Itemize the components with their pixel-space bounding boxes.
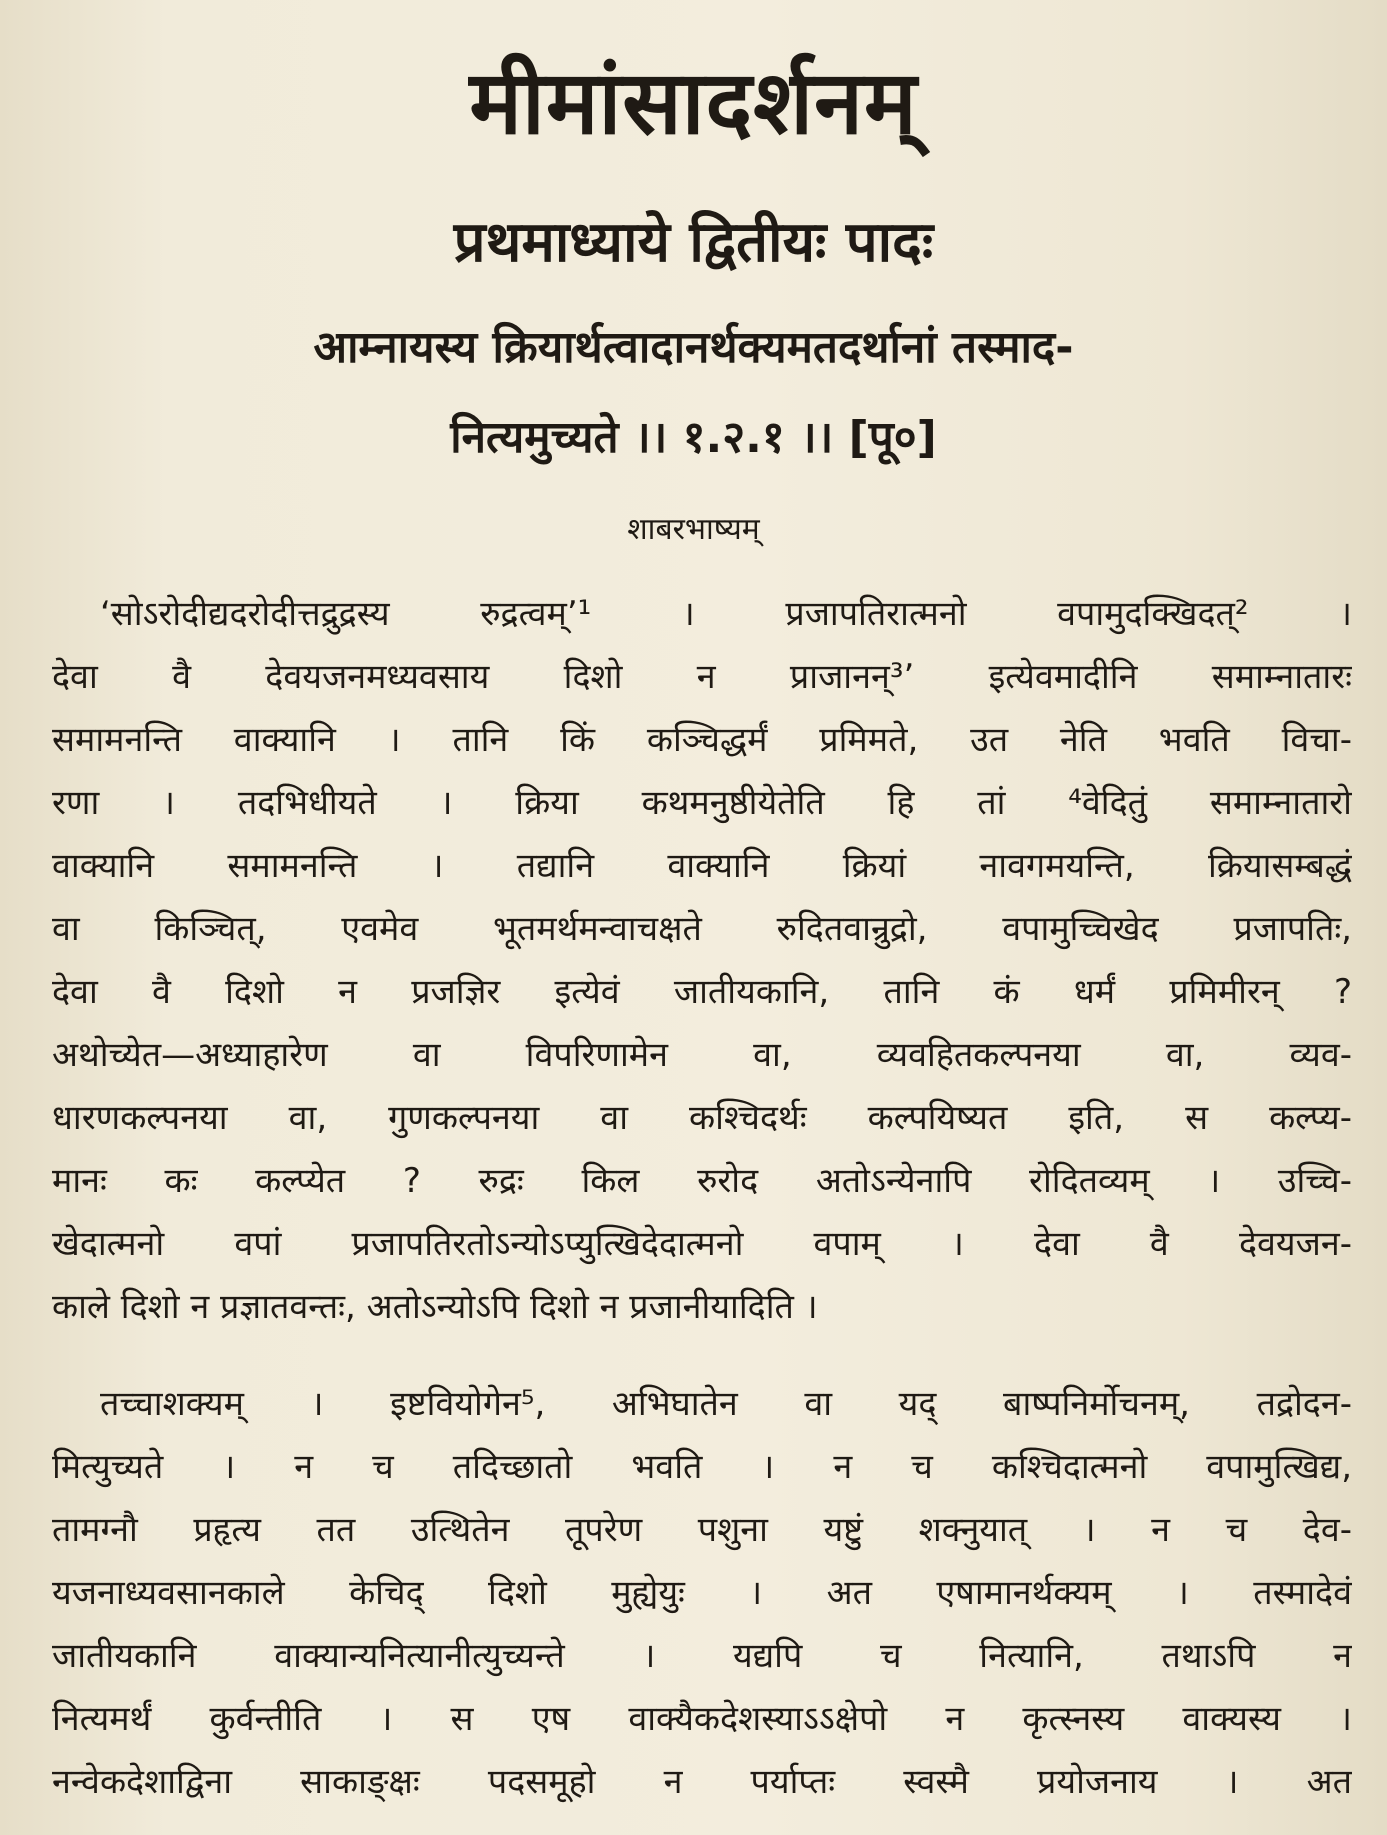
text-line: जातीयकानि वाक्यान्यनित्यानीत्युच्यन्ते । यद्यपि च नित्यानि, तथाऽपि न <box>52 1636 1352 1676</box>
text-line: धारणकल्पनया वा, गुणकल्पनया वा कश्चिदर्थः कल्पयिष्यत इति, स कल्प्य- <box>52 1098 1352 1138</box>
text-line: ‘सोऽरोदीद्यदरोदीत्तद्रुद्रस्य रुद्रत्वम्’¹ । प्रजापतिरात्मनो वपामुदक्खिदत्² । <box>100 594 1352 634</box>
sutra-line-1: आम्नायस्य क्रियार्थत्वादानर्थक्यमतदर्थानां तस्माद- <box>313 322 1074 373</box>
text-line: यजनाध्यवसानकाले केचिद् दिशो मुह्येयुः । अत एषामानर्थक्यम् । तस्मादेवं <box>52 1573 1352 1613</box>
text-line: वा किञ्चित्, एवमेव भूतमर्थमन्वाचक्षते रुदितवान्रुद्रो, वपामुच्चिखेद प्रजापतिः, <box>52 909 1352 949</box>
text-line: मानः कः कल्प्येत ? रुद्रः किल रुरोद अतोऽन्येनापि रोदितव्यम् । उच्चि- <box>52 1161 1352 1201</box>
text-line: वाक्यानि समामनन्ति । तद्यानि वाक्यानि क्रियां नावगमयन्ति, क्रियासम्बद्धं <box>52 846 1352 886</box>
text-line: नित्यमर्थं कुर्वन्तीति । स एष वाक्यैकदेशस्याऽऽक्षेपो न कृत्स्नस्य वाक्यस्य । <box>52 1699 1352 1739</box>
chapter-subtitle: प्रथमाध्याये द्वितीयः पादः <box>453 210 934 275</box>
commentary-heading: शाबरभाष्यम् <box>627 512 760 547</box>
text-line: देवा वै देवयजनमध्यवसाय दिशो न प्राजानन्³’ इत्येवमादीनि समाम्नातारः <box>52 657 1352 697</box>
sutra-line-2: नित्यमुच्यते ।। १.२.१ ।। [पू०] <box>450 412 937 463</box>
text-line: काले दिशो न प्रज्ञातवन्तः, अतोऽन्योऽपि दिशो न प्रजानीयादिति । <box>52 1287 818 1327</box>
text-line: तामग्नौ प्रहृत्य तत उत्थितेन तूपरेण पशुना यष्टुं शक्नुयात् । न च देव- <box>52 1510 1352 1550</box>
text-line: मित्युच्यते । न च तदिच्छातो भवति । न च कश्चिदात्मनो वपामुत्खिद्य, <box>52 1447 1352 1487</box>
text-line: अथोच्येत—अध्याहारेण वा विपरिणामेन वा, व्यवहितकल्पनया वा, व्यव- <box>52 1035 1352 1075</box>
text-line: नन्वेकदेशाद्विना साकाङ्क्षः पदसमूहो न पर्याप्तः स्वस्मै प्रयोजनाय । अत <box>52 1762 1352 1802</box>
page-title: मीमांसादर्शनम् <box>469 51 918 154</box>
text-line: खेदात्मनो वपां प्रजापतिरतोऽन्योऽप्युत्खिदेदात्मनो वपाम् । देवा वै देवयजन- <box>52 1224 1352 1264</box>
text-line: तच्चाशक्यम् । इष्टवियोगेन⁵, अभिघातेन वा यद् बाष्पनिर्मोचनम्, तद्रोदन- <box>100 1384 1352 1424</box>
text-line: रणा । तदभिधीयते । क्रिया कथमनुष्ठीयेतेति हि तां ⁴वेदितुं समाम्नातारो <box>52 783 1352 823</box>
text-line: देवा वै दिशो न प्रजज्ञिर इत्येवं जातीयकानि, तानि कं धर्मं प्रमिमीरन् ? <box>52 972 1352 1012</box>
text-line: समामनन्ति वाक्यानि । तानि किं कञ्चिद्धर्मं प्रमिमते, उत नेति भवति विचा- <box>52 720 1352 760</box>
